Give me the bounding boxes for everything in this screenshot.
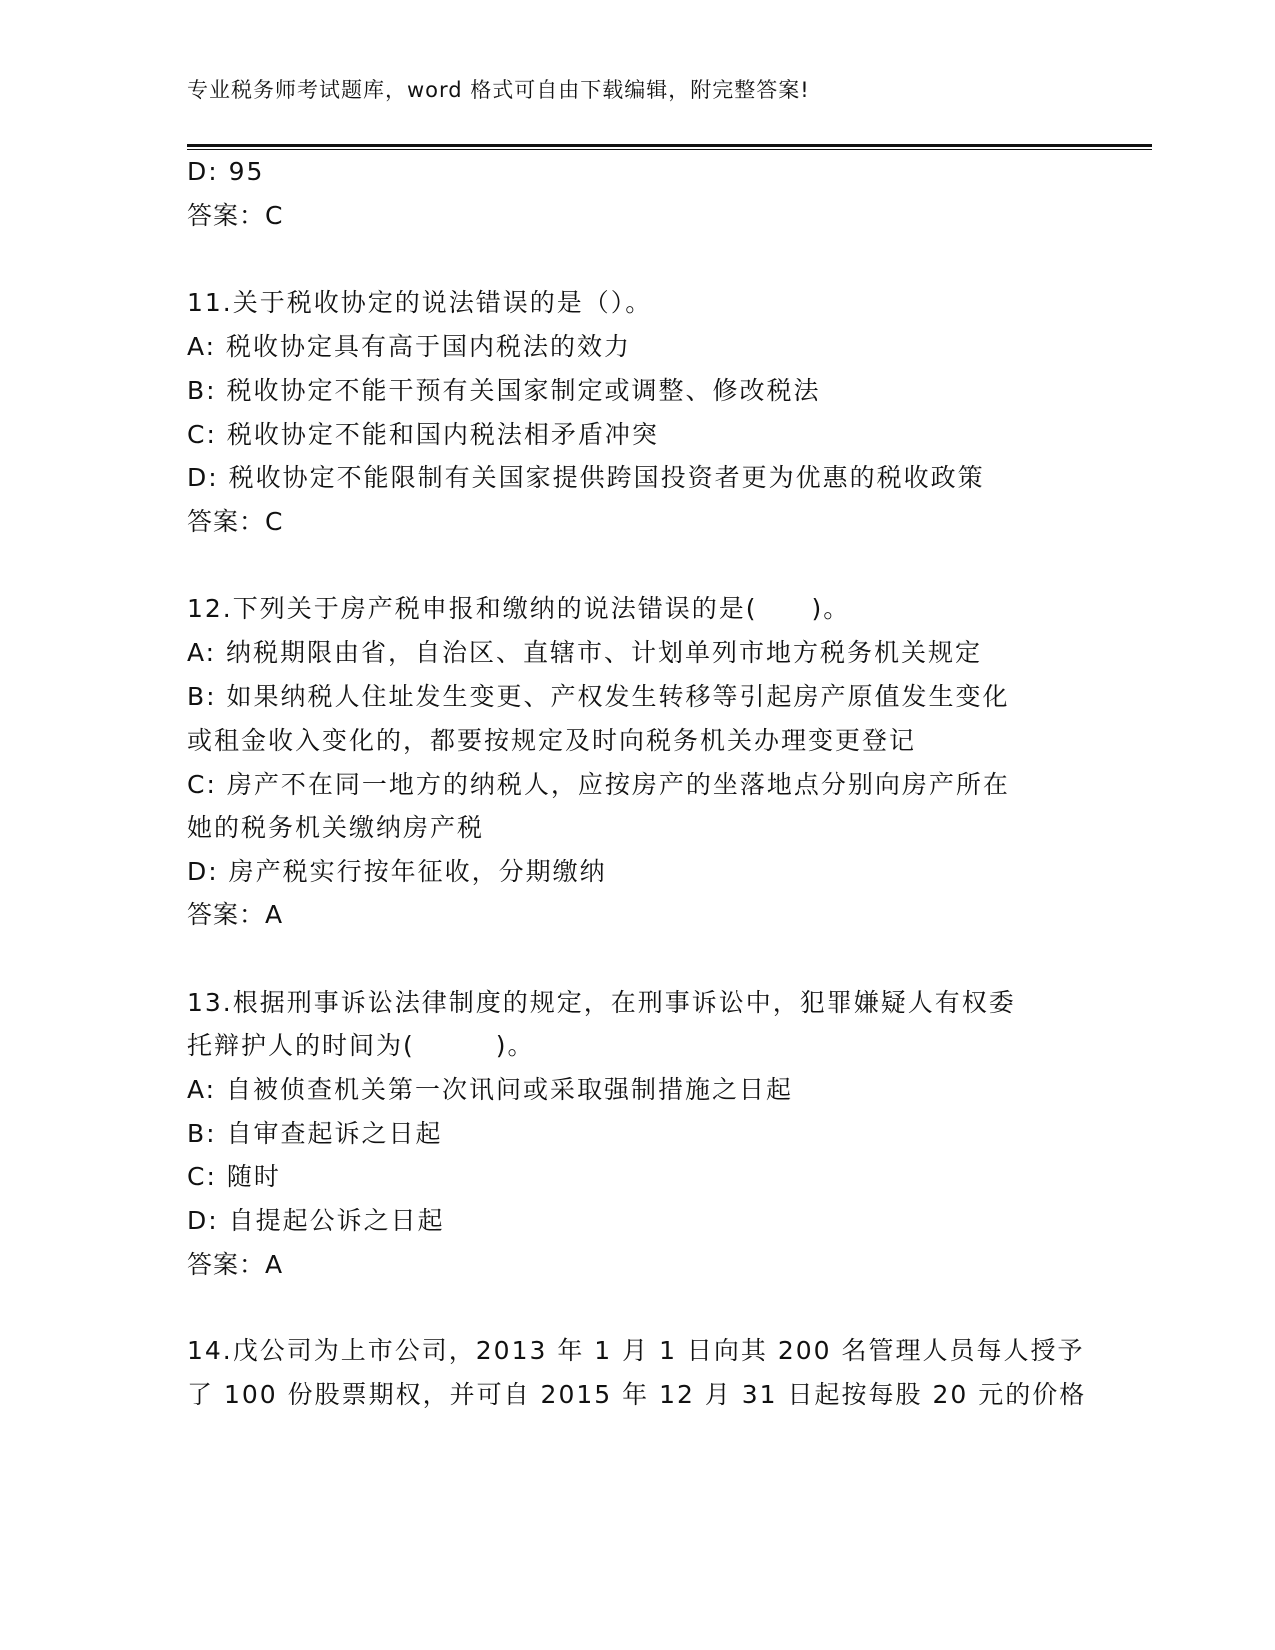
header-rule-thick	[187, 144, 1152, 147]
answer-line: 答案：A	[187, 900, 284, 929]
option-line: A: 纳税期限由省，自治区、直辖市、计划单列市地方税务机关规定	[187, 638, 983, 667]
page-header: 专业税务师考试题库，word 格式可自由下载编辑，附完整答案!	[187, 78, 810, 102]
option-line: 她的税务机关缴纳房产税	[187, 813, 485, 842]
option-line: B: 自审查起诉之日起	[187, 1119, 443, 1148]
option-line: A: 税收协定具有高于国内税法的效力	[187, 332, 632, 361]
option-line: C: 随时	[187, 1162, 281, 1191]
option-line: D: 税收协定不能限制有关国家提供跨国投资者更为优惠的税收政策	[187, 463, 985, 492]
question-line: 14.戊公司为上市公司，2013 年 1 月 1 日向其 200 名管理人员每人授予	[187, 1336, 1085, 1365]
answer-line: 答案：C	[187, 507, 284, 536]
option-line: C: 房产不在同一地方的纳税人，应按房产的坐落地点分别向房产所在	[187, 770, 1010, 799]
option-line: 或租金收入变化的，都要按规定及时向税务机关办理变更登记	[187, 726, 917, 755]
option-line: A: 自被侦查机关第一次讯问或采取强制措施之日起	[187, 1075, 794, 1104]
option-line: D: 95	[187, 157, 265, 186]
option-line: D: 自提起公诉之日起	[187, 1206, 445, 1235]
option-line: B: 税收协定不能干预有关国家制定或调整、修改税法	[187, 376, 821, 405]
question-line: 11.关于税收协定的说法错误的是（）。	[187, 288, 653, 317]
header-rule-thin	[187, 149, 1152, 150]
question-line: 13.根据刑事诉讼法律制度的规定，在刑事诉讼中，犯罪嫌疑人有权委	[187, 988, 1016, 1017]
answer-line: 答案：C	[187, 201, 284, 230]
answer-line: 答案：A	[187, 1250, 284, 1279]
option-line: D: 房产税实行按年征收，分期缴纳	[187, 857, 607, 886]
question-line: 托辩护人的时间为( )。	[187, 1031, 535, 1060]
option-line: B: 如果纳税人住址发生变更、产权发生转移等引起房产原值发生变化	[187, 682, 1010, 711]
question-line: 了 100 份股票期权，并可自 2015 年 12 月 31 日起按每股 20 元的价格	[187, 1380, 1087, 1409]
question-line: 12.下列关于房产税申报和缴纳的说法错误的是( )。	[187, 594, 851, 623]
option-line: C: 税收协定不能和国内税法相矛盾冲突	[187, 420, 659, 449]
